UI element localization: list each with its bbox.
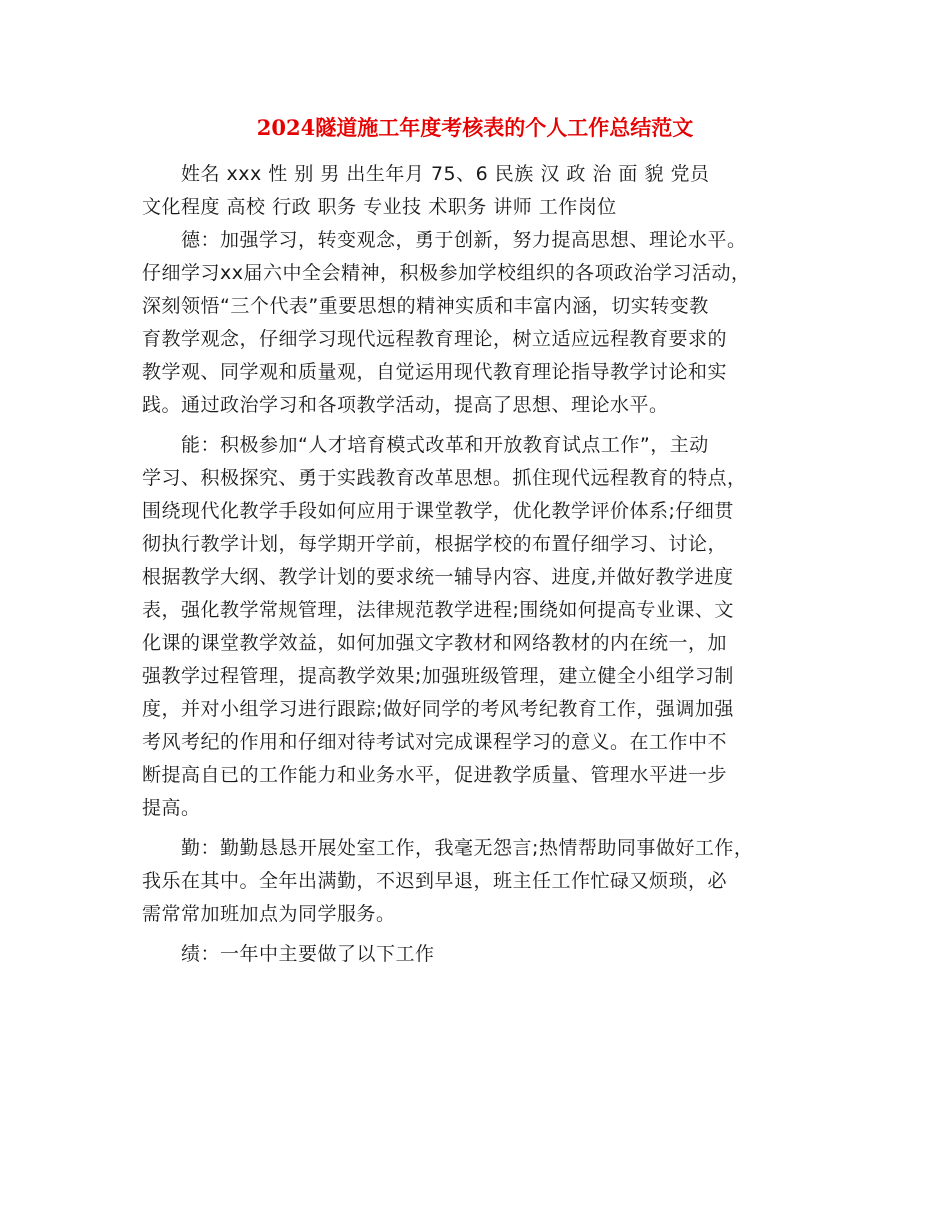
paragraph-neng-line: 断提高自已的工作能力和业务水平，促进教学质量、管理水平进一步 bbox=[142, 764, 728, 786]
paragraph-neng-line: 围绕现代化教学手段如何应用于课堂教学，优化教学评价体系;仔细贯 bbox=[142, 500, 734, 522]
paragraph-neng-line: 考风考纪的作用和仔细对待考试对完成课程学习的意义。在工作中不 bbox=[142, 731, 728, 753]
paragraph-neng-line: 能：积极参加“人才培育模式改革和开放教育试点工作”，主动 bbox=[142, 434, 709, 456]
paragraph-de-line: 践。通过政治学习和各项教学活动，提高了思想、理论水平。 bbox=[142, 394, 669, 416]
paragraph-qin-line: 勤：勤勤恳恳开展处室工作，我毫无怨言;热情帮助同事做好工作， bbox=[142, 837, 754, 859]
info-line-2: 文化程度 高校 行政 职务 专业技 术职务 讲师 工作岗位 bbox=[142, 196, 617, 218]
paragraph-qin-line: 需常常加班加点为同学服务。 bbox=[142, 903, 396, 925]
paragraph-ji-line: 绩：一年中主要做了以下工作 bbox=[142, 943, 435, 965]
paragraph-neng-line: 彻执行教学计划，每学期开学前，根据学校的布置仔细学习、讨论， bbox=[142, 533, 728, 555]
paragraph-de-line: 育教学观念，仔细学习现代远程教育理论，树立适应远程教育要求的 bbox=[142, 328, 728, 350]
paragraph-neng-line: 提高。 bbox=[142, 797, 201, 819]
document-body bbox=[142, 158, 822, 971]
paragraph-qin-line: 我乐在其中。全年出满勤，不迟到早退，班主任工作忙碌又烦琐，必 bbox=[142, 870, 728, 892]
paragraph-neng-line: 根据教学大纲、教学计划的要求统一辅导内容、进度,并做好教学进度 bbox=[142, 566, 734, 588]
paragraph-spacer bbox=[142, 825, 822, 832]
paragraph-de-line: 仔细学习xx届六中全会精神，积极参加学校组织的各项政治学习活动， bbox=[142, 262, 751, 284]
paragraph-neng-line: 学习、积极探究、勇于实践教育改革思想。抓住现代远程教育的特点， bbox=[142, 467, 747, 489]
paragraph-spacer bbox=[142, 931, 822, 938]
paragraph-spacer bbox=[142, 422, 822, 429]
paragraph-neng-line: 表，强化教学常规管理，法律规范教学进程;围绕如何提高专业课、文 bbox=[142, 599, 734, 621]
paragraph-neng-line: 化课的课堂教学效益，如何加强文字教材和网络教材的内在统一，加 bbox=[142, 632, 728, 654]
paragraph-neng-line: 强教学过程管理，提高教学效果;加强班级管理，建立健全小组学习制 bbox=[142, 665, 734, 687]
paragraph-de-line: 德：加强学习，转变观念，勇于创新，努力提高思想、理论水平。 bbox=[142, 229, 747, 251]
paragraph-de-line: 教学观、同学观和质量观，自觉运用现代教育理论指导教学讨论和实 bbox=[142, 361, 728, 383]
info-line-1: 姓名 xxx 性 别 男 出生年月 75、6 民族 汉 政 治 面 貌 党员 bbox=[142, 163, 710, 185]
paragraph-neng-line: 度，并对小组学习进行跟踪;做好同学的考风考纪教育工作，强调加强 bbox=[142, 698, 734, 720]
document-title: 2024隧道施工年度考核表的个人工作总结范文 bbox=[256, 115, 694, 140]
paragraph-de-line: 深刻领悟“三个代表”重要思想的精神实质和丰富内涵，切实转变教 bbox=[142, 295, 709, 317]
